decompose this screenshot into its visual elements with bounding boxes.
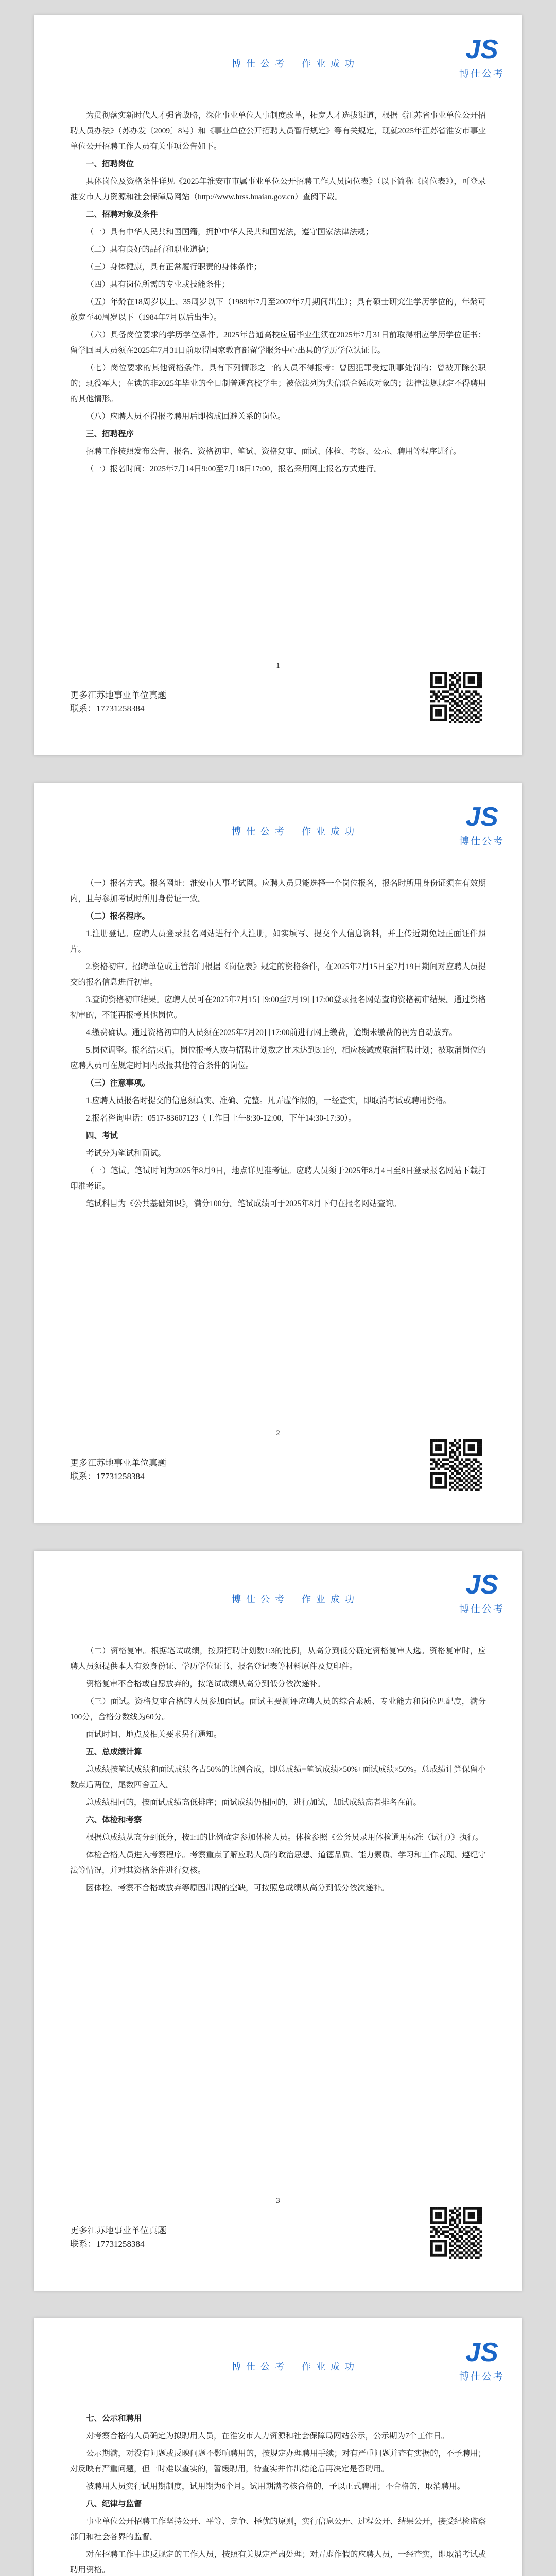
- paragraph: 为贯彻落实新时代人才强省战略，深化事业单位人事制度改革，拓宽人才选拔渠道，根据《江苏省事业单位公开招聘人员办法》（苏办发〔2009〕8号）和《事业单位公开招聘人员暂行规定》等有关规定，现就2025年江苏省淮安市事业单位公开招聘工作人员有关事项公告如下。: [70, 111, 486, 151]
- page-number: 1: [276, 662, 280, 670]
- document-page: [34, 783, 522, 1523]
- section-heading: 一、招聘岗位: [86, 160, 134, 168]
- paragraph: 4.缴费确认。通过资格初审的人员须在2025年7月20日17:00前进行网上缴费，逾期未缴费的视为自动放弃。: [86, 1028, 458, 1037]
- paragraph: （一）笔试。笔试时间为2025年8月9日，地点详见准考证。应聘人员须于2025年8月4日至8日登录报名网站下载打印准考证。: [70, 1166, 486, 1191]
- paragraph: （七）岗位要求的其他资格条件。具有下列情形之一的人员不得报考：曾因犯罪受过刑事处罚的；曾被开除公职的；现役军人；在读的非2025年毕业的全日制普通高校学生；被依法列为失信联合惩戒对象的；法律法规规定不得聘用的其他情形。: [70, 364, 486, 403]
- page-footer: [70, 2195, 486, 2272]
- logo-mark: JS: [465, 35, 498, 64]
- paragraph: 对考察合格的人员确定为拟聘用人员，在淮安市人力资源和社会保障局网站公示，公示期为7个工作日。: [86, 2432, 449, 2441]
- section-heading: 六、体检和考察: [86, 1816, 142, 1824]
- paragraph: 1.注册登记。应聘人员登录报名网站进行个人注册，如实填写、提交个人信息资料，并上传近期免冠正面证件照片。: [70, 929, 486, 954]
- document-page: [34, 2318, 522, 2576]
- brand-logo: [456, 1571, 508, 1633]
- footer-org: 更多江苏地事业单位真题: [70, 2226, 166, 2235]
- section-heading: 三、招聘程序: [86, 430, 134, 438]
- paragraph: （六）具备岗位要求的学历学位条件。2025年普通高校应届毕业生须在2025年7月31日前取得相应学历学位证书；留学回国人员须在2025年7月31日前取得国家教育部留学服务中心出具的学历学位认证书。: [70, 331, 486, 355]
- paragraph: 总成绩按笔试成绩和面试成绩各占50%的比例合成，即总成绩=笔试成绩×50%+面试成绩×50%。总成绩计算保留小数点后两位，尾数四舍五入。: [70, 1765, 486, 1789]
- footer-phone: 联系：17731258384: [70, 704, 145, 714]
- paragraph: （五）年龄在18周岁以上、35周岁以下（1989年7月至2007年7月期间出生）；具有硕士研究生学历学位的，年龄可放宽至40周岁以下（1984年7月以后出生）。: [70, 298, 486, 322]
- brand-logo: [456, 2339, 508, 2401]
- paragraph: 1.应聘人员报名时提交的信息须真实、准确、完整。凡弄虚作假的，一经查实，即取消考试或聘用资格。: [86, 1096, 451, 1105]
- logo-name: 博仕公考: [459, 2371, 505, 2382]
- paragraph: 3.查询资格初审结果。应聘人员可在2025年7月15日9:00至7月19日17:00登录报名网站查询资格初审结果。通过资格初审的，不能再报考其他岗位。: [70, 995, 486, 1020]
- paragraph: （一）报名方式。报名网址：淮安市人事考试网。应聘人员只能选择一个岗位报名，报名时所用身份证须在有效期内，且与参加考试时所用身份证一致。: [70, 879, 486, 903]
- page-content: [70, 108, 486, 644]
- paragraph: （四）具有岗位所需的专业或技能条件；: [86, 280, 230, 289]
- section-heading: 四、考试: [86, 1131, 118, 1140]
- paragraph: （三）身体健康，具有正常履行职责的身体条件；: [86, 263, 262, 272]
- paragraph: （八）应聘人员不得报考聘用后即构成回避关系的岗位。: [86, 412, 286, 421]
- logo-mark: JS: [465, 2337, 498, 2367]
- paragraph: 体检合格人员进入考察程序。考察重点了解应聘人员的政治思想、道德品质、能力素质、学习和工作表现、遵纪守法等情况，并对其资格条件进行复核。: [70, 1851, 486, 1875]
- qr-code-icon[interactable]: [430, 1439, 482, 1491]
- paragraph: 招聘工作按照发布公告、报名、资格初审、笔试、资格复审、面试、体检、考察、公示、聘用等程序进行。: [86, 447, 461, 456]
- footer-org: 更多江苏地事业单位真题: [70, 690, 166, 700]
- page-content: [70, 2411, 486, 2576]
- paragraph: 笔试科目为《公共基础知识》，满分100分。笔试成绩可于2025年8月下旬在报名网站查询。: [86, 1199, 402, 1208]
- page-footer: [70, 1427, 486, 1504]
- section-heading: （二）报名程序。: [86, 912, 150, 921]
- logo-name: 博仕公考: [459, 69, 505, 79]
- footer-org: 更多江苏地事业单位真题: [70, 1458, 166, 1468]
- section-heading: 八、纪律与监督: [86, 2500, 142, 2509]
- logo-name: 博仕公考: [459, 1604, 505, 1615]
- header-brand: 博仕公考: [232, 1594, 289, 1604]
- header-slogan: 作业成功: [302, 59, 359, 69]
- page-content: [70, 876, 486, 1412]
- section-heading: （三）注意事项。: [86, 1079, 150, 1088]
- paragraph: （一）报名时间：2025年7月14日9:00至7月18日17:00，报名采用网上报名方式进行。: [86, 465, 382, 473]
- section-heading: 二、招聘对象及条件: [86, 210, 158, 219]
- logo-mark: JS: [465, 802, 498, 832]
- header-brand: 博仕公考: [232, 826, 289, 837]
- paragraph: （二）具有良好的品行和职业道德；: [86, 245, 214, 254]
- header-brand: 博仕公考: [232, 2362, 289, 2372]
- footer-phone: 联系：17731258384: [70, 1471, 145, 1481]
- paragraph: （三）面试。资格复审合格的人员参加面试。面试主要测评应聘人员的综合素质、专业能力和岗位匹配度，满分100分，合格分数线为60分。: [70, 1697, 486, 1721]
- paragraph: （一）具有中华人民共和国国籍，拥护中华人民共和国宪法，遵守国家法律法规；: [86, 228, 374, 236]
- header-brand: 博仕公考: [232, 59, 289, 69]
- paragraph: 事业单位公开招聘工作坚持公开、平等、竞争、择优的原则，实行信息公开、过程公开、结果公开，接受纪检监察部门和社会各界的监督。: [70, 2517, 486, 2541]
- header-slogan: 作业成功: [302, 1594, 359, 1604]
- paragraph: 面试时间、地点及相关要求另行通知。: [86, 1730, 222, 1739]
- paragraph: 总成绩相同的，按面试成绩高低排序；面试成绩仍相同的，进行加试，加试成绩高者排名在前。: [86, 1798, 422, 1807]
- page-number: 3: [276, 2197, 280, 2205]
- brand-logo: [456, 36, 508, 98]
- footer-phone: 联系：17731258384: [70, 2239, 145, 2249]
- section-heading: 五、总成绩计算: [86, 1748, 142, 1756]
- logo-name: 博仕公考: [459, 836, 505, 847]
- paragraph: 对在招聘工作中违反规定的工作人员，按照有关规定严肃处理；对弄虚作假的应聘人员，一经查实，即取消考试或聘用资格。: [70, 2550, 486, 2574]
- section-heading: 七、公示和聘用: [86, 2414, 142, 2423]
- document-page: [34, 1551, 522, 2291]
- paragraph: 资格复审不合格或自愿放弃的，按笔试成绩从高分到低分依次递补。: [86, 1680, 326, 1688]
- page-header: [34, 15, 522, 93]
- paragraph: 考试分为笔试和面试。: [86, 1149, 166, 1158]
- page-header: [34, 783, 522, 860]
- page-footer: [70, 659, 486, 737]
- paragraph: 2.资格初审。招聘单位或主管部门根据《岗位表》规定的资格条件，在2025年7月15日至7月19日期间对应聘人员提交的报名信息进行初审。: [70, 962, 486, 987]
- qr-code-icon[interactable]: [430, 2207, 482, 2259]
- paragraph: 2.报名咨询电话：0517-83607123（工作日上午8:30-12:00，下午14:30-17:30）。: [86, 1114, 356, 1123]
- paragraph: （二）资格复审。根据笔试成绩，按照招聘计划数1:3的比例，从高分到低分确定资格复审人选。资格复审时，应聘人员须提供本人有效身份证、学历学位证书、报名登记表等材料原件及复印件。: [70, 1647, 486, 1671]
- paragraph: 具体岗位及资格条件详见《2025年淮安市市属事业单位公开招聘工作人员岗位表》（以下简称《岗位表》），可登录淮安市人力资源和社会保障局网站（http://www.hrss.huaian.gov.cn）查阅下载。: [70, 177, 486, 201]
- header-slogan: 作业成功: [302, 2362, 359, 2372]
- header-slogan: 作业成功: [302, 826, 359, 837]
- page-number: 2: [276, 1429, 280, 1437]
- paragraph: 根据总成绩从高分到低分，按1:1的比例确定参加体检人员。体检参照《公务员录用体检通用标准（试行）》执行。: [86, 1833, 483, 1842]
- brand-logo: [456, 804, 508, 866]
- paragraph: 被聘用人员实行试用期制度，试用期为6个月。试用期满考核合格的，予以正式聘用；不合格的，取消聘用。: [86, 2482, 465, 2491]
- document-page: [34, 15, 522, 755]
- paragraph: 5.岗位调整。报名结束后，岗位报考人数与招聘计划数之比未达到3:1的，相应核减或取消招聘计划；被取消岗位的应聘人员可在规定时间内改报其他符合条件的岗位。: [70, 1046, 486, 1070]
- logo-mark: JS: [465, 1570, 498, 1600]
- page-header: [34, 1551, 522, 1628]
- qr-code-icon[interactable]: [430, 672, 482, 723]
- page-header: [34, 2318, 522, 2396]
- paragraph: 因体检、考察不合格或放弃等原因出现的空缺，可按照总成绩从高分到低分依次递补。: [86, 1884, 390, 1892]
- paragraph: 公示期满，对没有问题或反映问题不影响聘用的，按规定办理聘用手续；对有严重问题并查有实据的，不予聘用；对反映有严重问题，但一时难以查实的，暂缓聘用，待查实并作出结论后再决定是否聘用。: [70, 2449, 486, 2473]
- page-content: [70, 1643, 486, 2179]
